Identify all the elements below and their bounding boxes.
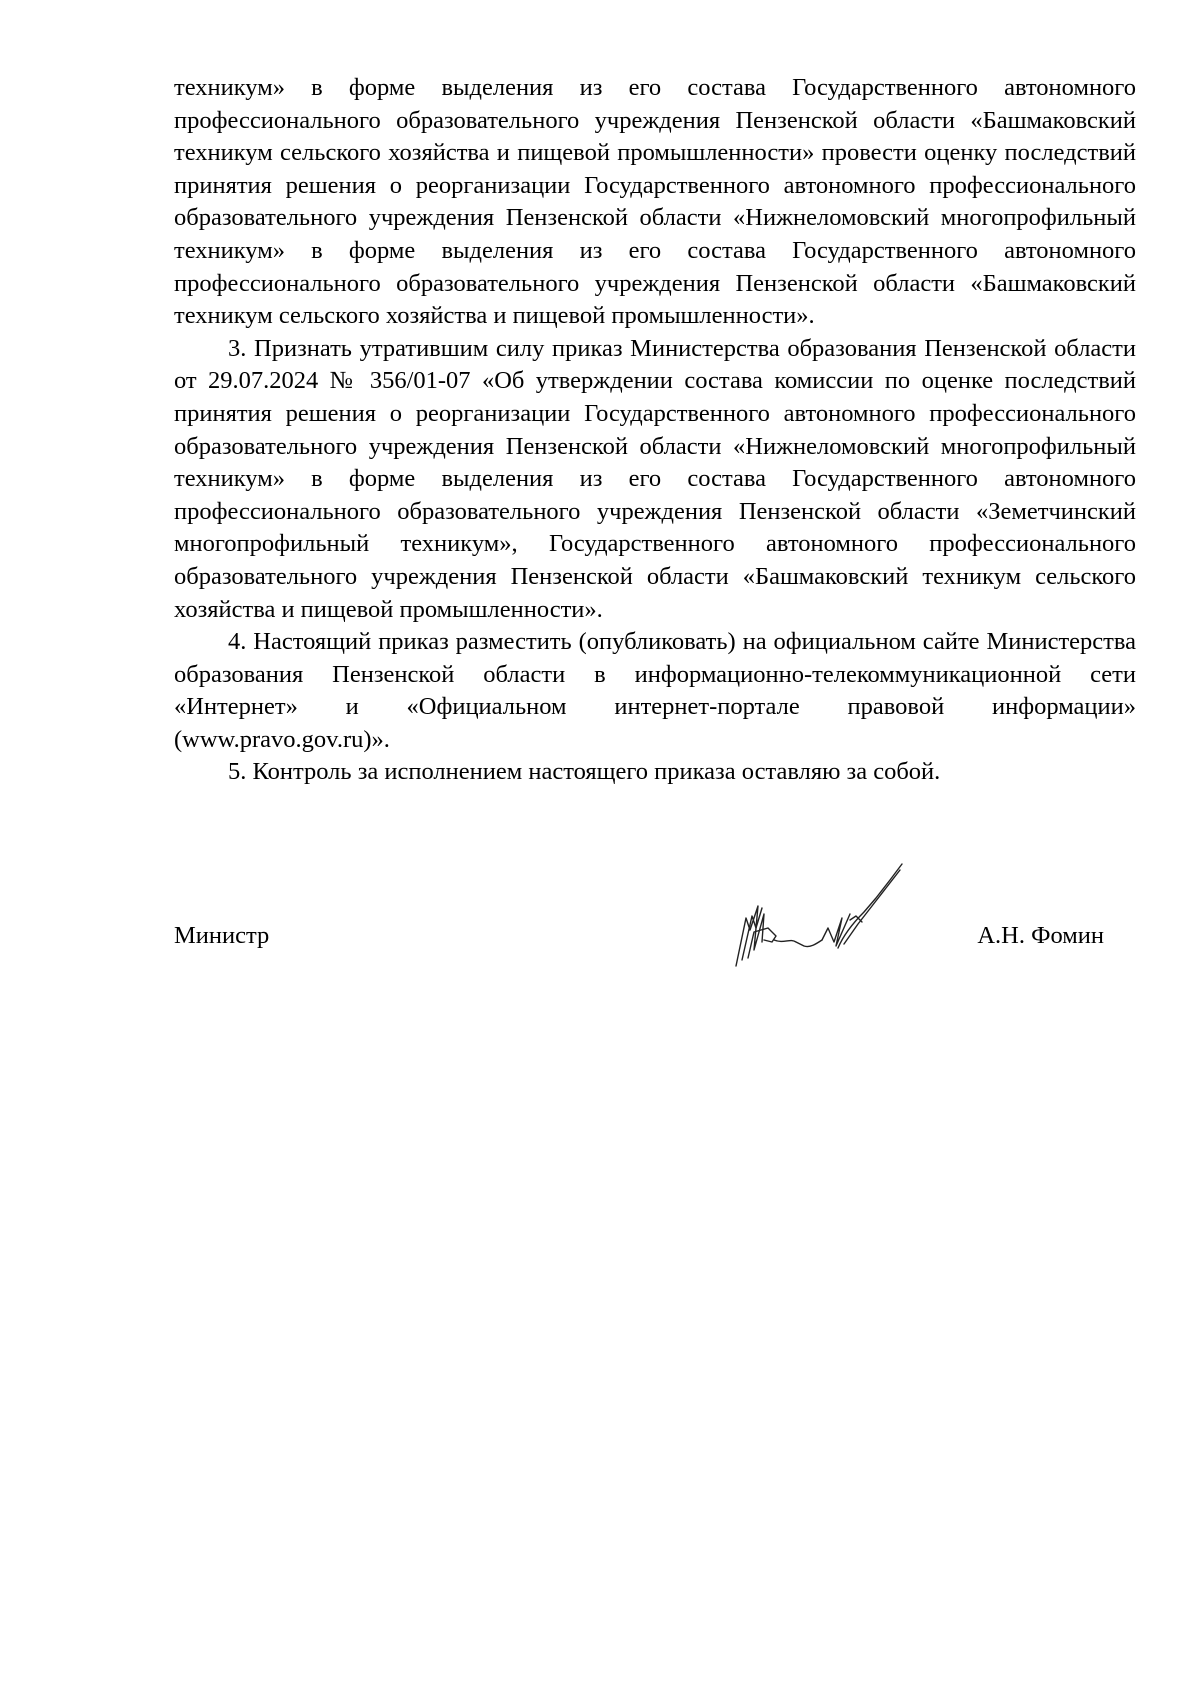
document-body (174, 72, 1136, 789)
paragraph-item-3: 3. Признать утратившим силу приказ Министерства образования Пензенской области от 29.07.2024 № 356/01-07 «Об утверждении состава комиссии по оценке последствий принятия решения о реорганизации Государственного автономного профессионального образовательного учреждения Пензенской области «Нижнеломовский многопрофильный техникум» в форме выделения из его состава Государственного автономного профессионального образовательного учреждения Пензенской области «Земетчинский многопрофильный техникум», Государственного автономного профессионального образовательного учреждения Пензенской области «Башмаковский техникум сельского хозяйства и пищевой промышленности». (174, 334, 1136, 623)
handwritten-signature (724, 858, 924, 968)
signer-position: Министр (174, 922, 270, 949)
paragraph-item-4: 4. Настоящий приказ разместить (опубликовать) на официальном сайте Министерства образования Пензенской области в информационно-телекоммуникационной сети «Интернет» и «Официальном интернет-портале правовой информации» (www.pravo.gov.ru)». (174, 628, 1136, 753)
paragraph-item-5: 5. Контроль за исполнением настоящего приказа оставляю за собой. (228, 758, 941, 786)
paragraph-continuation: техникум» в форме выделения из его состава Государственного автономного профессионального образовательного учреждения Пензенской области «Башмаковский техникум сельского хозяйства и пищевой промышленности» провести оценку последствий принятия решения о реорганизации Государственного автономного профессионального образовательного учреждения Пензенской области «Нижнеломовский многопрофильный техникум» в форме выделения из его состава Государственного автономного профессионального образовательного учреждения Пензенской области «Башмаковский техникум сельского хозяйства и пищевой промышленности». (174, 74, 1136, 330)
signature-block (174, 858, 1114, 968)
signer-name: А.Н. Фомин (977, 922, 1104, 949)
